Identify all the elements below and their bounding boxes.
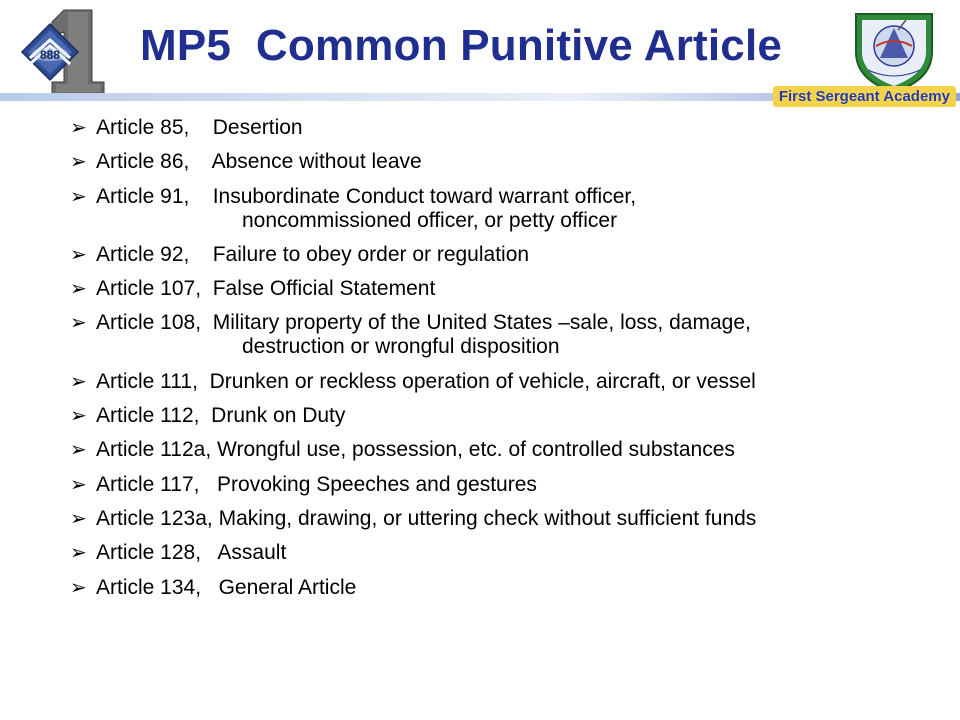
article-label: Article 134,: [96, 575, 202, 599]
article-list: [70, 116, 940, 610]
arrowhead-bullet-icon: ➢: [70, 151, 87, 174]
arrowhead-bullet-icon: ➢: [70, 473, 87, 496]
article-item: [70, 438, 940, 462]
article-gap: [201, 277, 213, 300]
article-gap: [189, 185, 212, 208]
article-text: [96, 541, 286, 565]
article-description: Assault: [217, 541, 287, 565]
article-gap: [198, 370, 210, 393]
article-label: Article 85,: [96, 116, 190, 139]
article-item: [70, 404, 940, 428]
article-description: Making, drawing, or uttering check without sufficient funds: [218, 506, 757, 530]
article-gap: [200, 404, 212, 427]
arrowhead-bullet-icon: ➢: [70, 278, 87, 301]
article-label: Article 107,: [96, 277, 202, 301]
article-gap: [189, 116, 212, 139]
article-description: Drunken or reckless operation of vehicle, aircraft, or vessel: [209, 369, 756, 393]
article-label: Article 111,: [96, 369, 198, 393]
arrowhead-bullet-icon: ➢: [70, 576, 87, 599]
article-item: [70, 576, 940, 600]
article-description: Failure to obey order or regulation: [212, 242, 530, 266]
arrowhead-bullet-icon: ➢: [70, 507, 87, 530]
article-description: False Official Statement: [212, 277, 436, 301]
article-text: [96, 438, 735, 462]
arrowhead-bullet-icon: ➢: [70, 405, 87, 428]
article-text: [96, 311, 751, 359]
arrowhead-bullet-icon: ➢: [70, 185, 87, 208]
arrowhead-bullet-icon: ➢: [70, 542, 87, 565]
article-description-continued: noncommissioned officer, or petty officer: [242, 208, 618, 232]
article-gap: [201, 541, 217, 564]
article-description-continued: destruction or wrongful disposition: [242, 335, 560, 359]
article-label: Article 86,: [96, 150, 190, 174]
article-label: Article 123a,: [96, 506, 213, 530]
article-gap: [201, 576, 219, 599]
arrowhead-bullet-icon: ➢: [70, 117, 87, 139]
article-description: Desertion: [212, 116, 303, 139]
article-gap: [200, 473, 218, 496]
article-text: [96, 473, 537, 497]
article-text: [96, 277, 435, 301]
article-item: [70, 185, 940, 233]
article-description: Absence without leave: [211, 150, 422, 174]
first-sergeant-logo-icon: [12, 6, 130, 96]
article-text: [96, 185, 636, 233]
article-label: Article 108,: [96, 311, 202, 335]
article-description: Provoking Speeches and gestures: [217, 472, 537, 496]
article-gap: [201, 311, 213, 334]
article-item: [70, 116, 940, 140]
article-label: Article 128,: [96, 541, 202, 565]
slide-title: MP5 Common Punitive Article: [140, 21, 783, 70]
article-text: [96, 150, 422, 174]
arrowhead-bullet-icon: ➢: [70, 439, 87, 462]
arrowhead-bullet-icon: ➢: [70, 370, 87, 393]
article-item: [70, 541, 940, 565]
article-label: Article 92,: [96, 242, 190, 266]
article-item: [70, 370, 940, 394]
article-gap: [189, 150, 211, 173]
article-description: Insubordinate Conduct toward warrant officer,: [212, 184, 637, 208]
arrowhead-bullet-icon: ➢: [70, 312, 87, 335]
article-item: [70, 277, 940, 301]
arrowhead-bullet-icon: ➢: [70, 243, 87, 266]
article-label: Article 117,: [96, 472, 200, 496]
article-item: [70, 311, 940, 359]
article-label: Article 112,: [96, 404, 200, 428]
academy-label: First Sergeant Academy: [773, 86, 956, 107]
article-description: General Article: [218, 575, 357, 599]
article-text: [96, 404, 345, 428]
article-description: Military property of the United States –sale, loss, damage,: [212, 311, 751, 335]
article-label: Article 112a,: [96, 438, 212, 462]
article-item: [70, 243, 940, 267]
article-text: [96, 116, 303, 140]
logo-chevron-text: 888: [39, 48, 61, 62]
article-description: Drunk on Duty: [211, 404, 346, 428]
article-text: [96, 576, 356, 600]
article-gap: [189, 243, 212, 266]
article-text: [96, 370, 756, 394]
article-item: [70, 150, 940, 174]
academy-seal-icon: [846, 6, 942, 94]
article-text: [96, 243, 529, 267]
article-item: [70, 507, 940, 531]
article-item: [70, 473, 940, 497]
article-text: [96, 507, 756, 531]
article-description: Wrongful use, possession, etc. of controlled substances: [217, 438, 735, 462]
article-label: Article 91,: [96, 184, 190, 208]
